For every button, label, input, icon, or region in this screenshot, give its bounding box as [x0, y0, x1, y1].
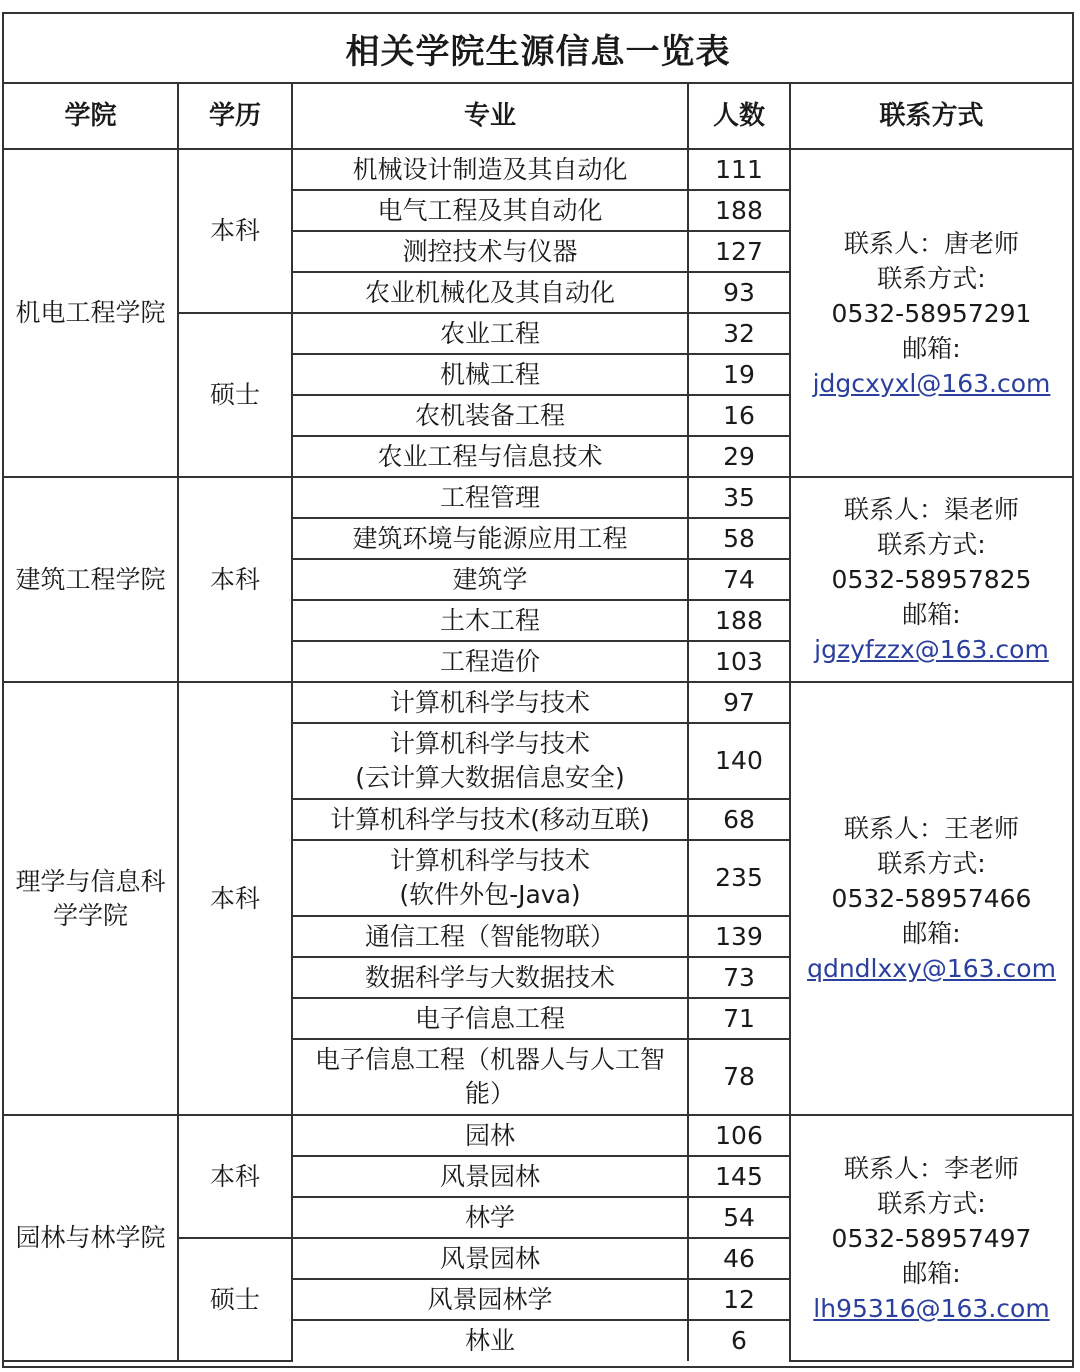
- major-name-cell: 建筑学: [292, 559, 688, 600]
- major-name-cell: 计算机科学与技术 (软件外包-Java): [292, 840, 688, 916]
- table-row: [4, 682, 1072, 723]
- table-row: [4, 477, 1072, 518]
- major-name-cell: 机械设计制造及其自动化: [292, 149, 688, 190]
- contact-phone-label: 联系方式:: [877, 263, 986, 293]
- student-count-cell: 68: [688, 799, 790, 840]
- contact-email-label: 邮箱:: [902, 600, 961, 629]
- major-name-cell: 计算机科学与技术 (云计算大数据信息安全): [292, 723, 688, 799]
- contact-email-label: 邮箱:: [902, 333, 961, 363]
- page-title: 相关学院生源信息一览表: [4, 14, 1072, 84]
- degree-level-cell: 本科: [178, 149, 292, 313]
- degree-level-cell: 本科: [178, 682, 292, 1115]
- contact-phone: 0532-58957291: [831, 298, 1032, 328]
- student-count-cell: 32: [688, 313, 790, 354]
- table-body: [4, 149, 1072, 1361]
- college-name-cell: 园林与林学院: [4, 1115, 178, 1361]
- student-count-cell: 35: [688, 477, 790, 518]
- header-degree: 学历: [178, 84, 292, 149]
- student-count-cell: 29: [688, 436, 790, 477]
- student-count-cell: 74: [688, 559, 790, 600]
- major-name-cell: 林学: [292, 1197, 688, 1238]
- major-name-cell: 计算机科学与技术(移动互联): [292, 799, 688, 840]
- student-count-cell: 78: [688, 1039, 790, 1115]
- student-count-cell: 103: [688, 641, 790, 682]
- contact-phone-label: 联系方式:: [877, 1188, 986, 1218]
- degree-level-cell: 本科: [178, 1115, 292, 1238]
- major-name-cell: 土木工程: [292, 600, 688, 641]
- major-name-cell: 数据科学与大数据技术: [292, 957, 688, 998]
- student-count-cell: 127: [688, 231, 790, 272]
- contact-cell: [790, 149, 1072, 477]
- major-name-cell: 农业工程与信息技术: [292, 436, 688, 477]
- student-count-cell: 16: [688, 395, 790, 436]
- major-name-cell: 计算机科学与技术: [292, 682, 688, 723]
- contact-email-link[interactable]: lh95316@163.com: [813, 1293, 1050, 1323]
- contact-phone: 0532-58957497: [831, 1223, 1032, 1253]
- contact-cell: [790, 477, 1072, 682]
- header-major: 专业: [292, 84, 688, 149]
- contact-email-link[interactable]: jgzyfzzx@163.com: [814, 635, 1049, 664]
- contact-phone-label: 联系方式:: [877, 530, 986, 559]
- degree-level-cell: 硕士: [178, 313, 292, 477]
- major-name-cell: 农业机械化及其自动化: [292, 272, 688, 313]
- major-name-cell: 电子信息工程（机器人与人工智能）: [292, 1039, 688, 1115]
- contact-phone-label: 联系方式:: [877, 849, 986, 878]
- degree-level-cell: 本科: [178, 477, 292, 682]
- major-name-cell: 风景园林学: [292, 1279, 688, 1320]
- student-count-cell: 139: [688, 916, 790, 957]
- major-name-cell: 电子信息工程: [292, 998, 688, 1039]
- student-count-cell: 12: [688, 1279, 790, 1320]
- student-count-cell: 140: [688, 723, 790, 799]
- contact-person: 联系人：王老师: [843, 814, 1019, 843]
- contact-person: 联系人：渠老师: [843, 495, 1019, 524]
- major-name-cell: 建筑环境与能源应用工程: [292, 518, 688, 559]
- student-count-cell: 93: [688, 272, 790, 313]
- info-table-page: [2, 12, 1074, 1368]
- college-name-cell: 理学与信息科学学院: [4, 682, 178, 1115]
- student-count-cell: 46: [688, 1238, 790, 1279]
- contact-email-label: 邮箱:: [902, 1258, 961, 1288]
- contact-person: 联系人：李老师: [843, 1153, 1019, 1183]
- major-name-cell: 农机装备工程: [292, 395, 688, 436]
- college-name-cell: 机电工程学院: [4, 149, 178, 477]
- contact-email-label: 邮箱:: [902, 919, 961, 948]
- major-name-cell: 园林: [292, 1115, 688, 1156]
- header-row: [4, 84, 1072, 149]
- table-row: [4, 149, 1072, 190]
- student-count-cell: 19: [688, 354, 790, 395]
- header-college: 学院: [4, 84, 178, 149]
- student-source-table: [4, 84, 1072, 1362]
- student-count-cell: 54: [688, 1197, 790, 1238]
- student-count-cell: 188: [688, 600, 790, 641]
- major-name-cell: 机械工程: [292, 354, 688, 395]
- header-contact: 联系方式: [790, 84, 1072, 149]
- contact-email-link[interactable]: qdndlxxy@163.com: [807, 954, 1056, 983]
- major-name-cell: 风景园林: [292, 1238, 688, 1279]
- degree-level-cell: 硕士: [178, 1238, 292, 1361]
- major-name-cell: 风景园林: [292, 1156, 688, 1197]
- student-count-cell: 97: [688, 682, 790, 723]
- student-count-cell: 58: [688, 518, 790, 559]
- header-count: 人数: [688, 84, 790, 149]
- student-count-cell: 235: [688, 840, 790, 916]
- major-name-cell: 工程造价: [292, 641, 688, 682]
- major-name-cell: 测控技术与仪器: [292, 231, 688, 272]
- major-name-cell: 工程管理: [292, 477, 688, 518]
- student-count-cell: 73: [688, 957, 790, 998]
- table-row: [4, 1115, 1072, 1156]
- student-count-cell: 6: [688, 1320, 790, 1361]
- contact-cell: [790, 1115, 1072, 1361]
- student-count-cell: 188: [688, 190, 790, 231]
- student-count-cell: 106: [688, 1115, 790, 1156]
- student-count-cell: 71: [688, 998, 790, 1039]
- major-name-cell: 电气工程及其自动化: [292, 190, 688, 231]
- major-name-cell: 通信工程（智能物联）: [292, 916, 688, 957]
- contact-person: 联系人：唐老师: [843, 228, 1019, 258]
- major-name-cell: 农业工程: [292, 313, 688, 354]
- student-count-cell: 145: [688, 1156, 790, 1197]
- college-name-cell: 建筑工程学院: [4, 477, 178, 682]
- student-count-cell: 111: [688, 149, 790, 190]
- contact-phone: 0532-58957825: [831, 565, 1032, 594]
- contact-phone: 0532-58957466: [831, 884, 1032, 913]
- major-name-cell: 林业: [292, 1320, 688, 1361]
- contact-email-link[interactable]: jdgcxyxl@163.com: [812, 368, 1051, 398]
- contact-cell: [790, 682, 1072, 1115]
